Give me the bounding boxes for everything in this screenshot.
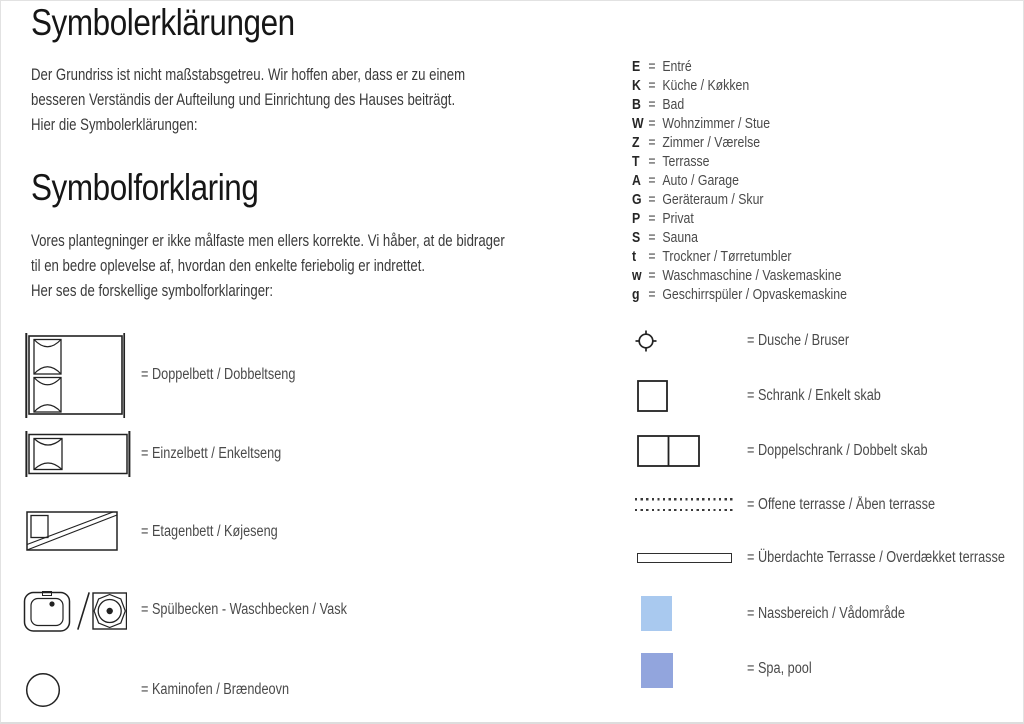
equals-sign: = <box>648 172 656 189</box>
sink-washbasin-label: = Spülbecken - Waschbecken / Vask <box>141 601 347 618</box>
code-letter: T <box>632 153 640 170</box>
sink-washbasin-icon <box>23 588 127 633</box>
covered-terrace-icon <box>637 553 732 563</box>
shower-label: = Dusche / Bruser <box>747 332 850 349</box>
code-letter: Z <box>632 134 640 151</box>
code-label: Küche / Køkken <box>662 77 750 94</box>
code-letter: P <box>632 210 641 227</box>
equals-sign: = <box>648 153 656 170</box>
equals-sign: = <box>648 96 656 113</box>
code-label: Privat <box>662 210 694 227</box>
intro-danish-line: Her ses de forskellige symbolforklaringer: <box>31 282 274 300</box>
page-title-danish: Symbolforklaring <box>31 167 259 208</box>
code-letter: W <box>632 115 644 132</box>
letter-code-row <box>632 228 847 247</box>
letter-code-row <box>632 114 847 133</box>
spa-pool-icon <box>641 653 673 688</box>
equals-sign: = <box>648 191 656 208</box>
bunk-bed-label: = Etagenbett / Køjeseng <box>141 523 278 540</box>
intro-danish <box>31 229 623 304</box>
code-letter: g <box>632 286 640 303</box>
letter-code-row <box>632 266 847 285</box>
shower-icon <box>635 330 657 352</box>
double-bed-label: = Doppelbett / Dobbeltseng <box>141 366 296 383</box>
code-label: Auto / Garage <box>662 172 739 189</box>
code-letter: G <box>632 191 642 208</box>
covered-terrace-label: = Überdachte Terrasse / Overdækket terrasse <box>747 549 1005 566</box>
equals-sign: = <box>648 115 656 132</box>
code-label: Waschmaschine / Vaskemaskine <box>662 267 842 284</box>
equals-sign: = <box>648 229 656 246</box>
code-letter: t <box>632 248 637 265</box>
double-cabinet-icon <box>637 435 700 467</box>
code-letter: S <box>632 229 641 246</box>
letter-code-row <box>632 171 847 190</box>
intro-german-line: Der Grundriss ist nicht maßstabsgetreu. Wir hoffen aber, dass er zu einem <box>31 66 466 84</box>
intro-danish-line: til en bedre oplevelse af, hvordan den enkelte feriebolig er indrettet. <box>31 257 426 275</box>
spa-pool-label: = Spa, pool <box>747 660 812 677</box>
letter-code-row <box>632 190 847 209</box>
equals-sign: = <box>648 267 656 284</box>
code-label: Bad <box>662 96 685 113</box>
single-bed-label: = Einzelbett / Enkeltseng <box>141 445 282 462</box>
code-letter: K <box>632 77 641 94</box>
letter-code-row <box>632 95 847 114</box>
letter-code-row <box>632 247 847 266</box>
wood-stove-label: = Kaminofen / Brændeovn <box>141 681 290 698</box>
single-cabinet-icon <box>637 380 668 412</box>
equals-sign: = <box>648 77 656 94</box>
intro-german <box>31 63 574 138</box>
double-cabinet-label: = Doppelschrank / Dobbelt skab <box>747 442 928 459</box>
code-letter: w <box>632 267 642 284</box>
code-label: Terrasse <box>662 153 710 170</box>
code-label: Wohnzimmer / Stue <box>662 115 771 132</box>
code-letter: B <box>632 96 641 113</box>
letter-code-row <box>632 209 847 228</box>
code-label: Sauna <box>662 229 698 246</box>
bunk-bed-icon <box>26 511 119 552</box>
code-label: Geschirrspüler / Opvaskemaskine <box>662 286 847 303</box>
intro-german-line: besseren Verständis der Aufteilung und Einrichtung des Hauses beiträgt. <box>31 91 456 109</box>
code-label: Entré <box>662 58 692 75</box>
wood-stove-icon <box>25 672 61 708</box>
code-letter: E <box>632 58 641 75</box>
intro-danish-line: Vores plantegninger er ikke målfaste men ellers korrekte. Vi håber, at de bidrager <box>31 232 505 250</box>
wet-area-label: = Nassbereich / Vådområde <box>747 605 905 622</box>
code-label: Geräteraum / Skur <box>662 191 764 208</box>
letter-code-row <box>632 76 847 95</box>
equals-sign: = <box>648 248 656 265</box>
intro-german-line: Hier die Symbolerklärungen: <box>31 116 198 134</box>
open-terrace-label: = Offene terrasse / Åben terrasse <box>747 496 936 513</box>
open-terrace-icon <box>635 498 734 511</box>
code-label: Trockner / Tørretumbler <box>662 248 792 265</box>
code-letter: A <box>632 172 641 189</box>
room-letter-codes <box>632 57 894 304</box>
double-bed-icon <box>25 333 126 418</box>
equals-sign: = <box>648 134 656 151</box>
single-cabinet-label: = Schrank / Enkelt skab <box>747 387 881 404</box>
code-label: Zimmer / Værelse <box>662 134 761 151</box>
letter-code-row <box>632 57 847 76</box>
wet-area-icon <box>641 596 672 631</box>
letter-code-row <box>632 152 847 171</box>
equals-sign: = <box>648 210 656 227</box>
page-title-german: Symbolerklärungen <box>31 2 295 43</box>
equals-sign: = <box>648 58 656 75</box>
single-bed-icon <box>25 431 131 477</box>
letter-code-row <box>632 285 847 304</box>
letter-code-row <box>632 133 847 152</box>
equals-sign: = <box>648 286 656 303</box>
